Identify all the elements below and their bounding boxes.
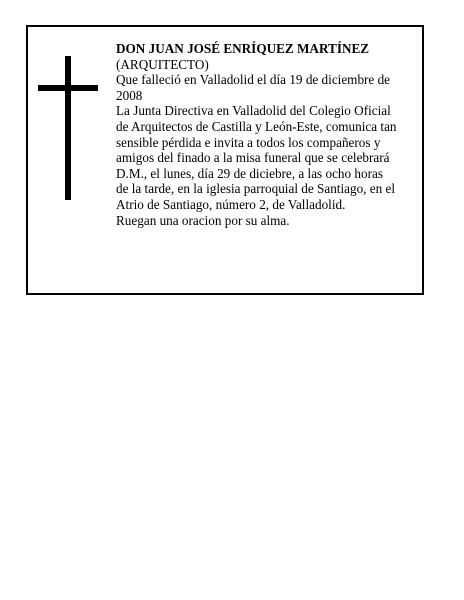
prayer-request: Ruegan una oracion por su alma. (116, 212, 290, 228)
cross-vertical-bar (65, 56, 71, 200)
death-statement: Que falleció en Valladolid el día 19 de diciembre de 2008 (116, 72, 391, 103)
deceased-name: DON JUAN JOSÉ ENRÍQUEZ MARTÍNEZ (116, 41, 370, 56)
latin-cross-icon (38, 56, 98, 200)
obituary-notice (26, 25, 424, 295)
deceased-profession: (ARQUITECTO) (116, 56, 209, 72)
notice-text (116, 41, 398, 228)
cross-horizontal-bar (38, 85, 98, 91)
funeral-announcement: La Junta Directiva en Valladolid del Colegio Oficial de Arquitectos de Castilla y León-Este, comunica tan sensible pérdida e invita a todos los compañeros y amigos del finado a la misa funeral que se celebrará D.M., el lunes, día 29 de diciebre, a las ocho horas de la tarde, en la iglesia parroquial de Santiago, en el Atrio de Santiago, número 2, de Valladolid. (116, 103, 397, 212)
